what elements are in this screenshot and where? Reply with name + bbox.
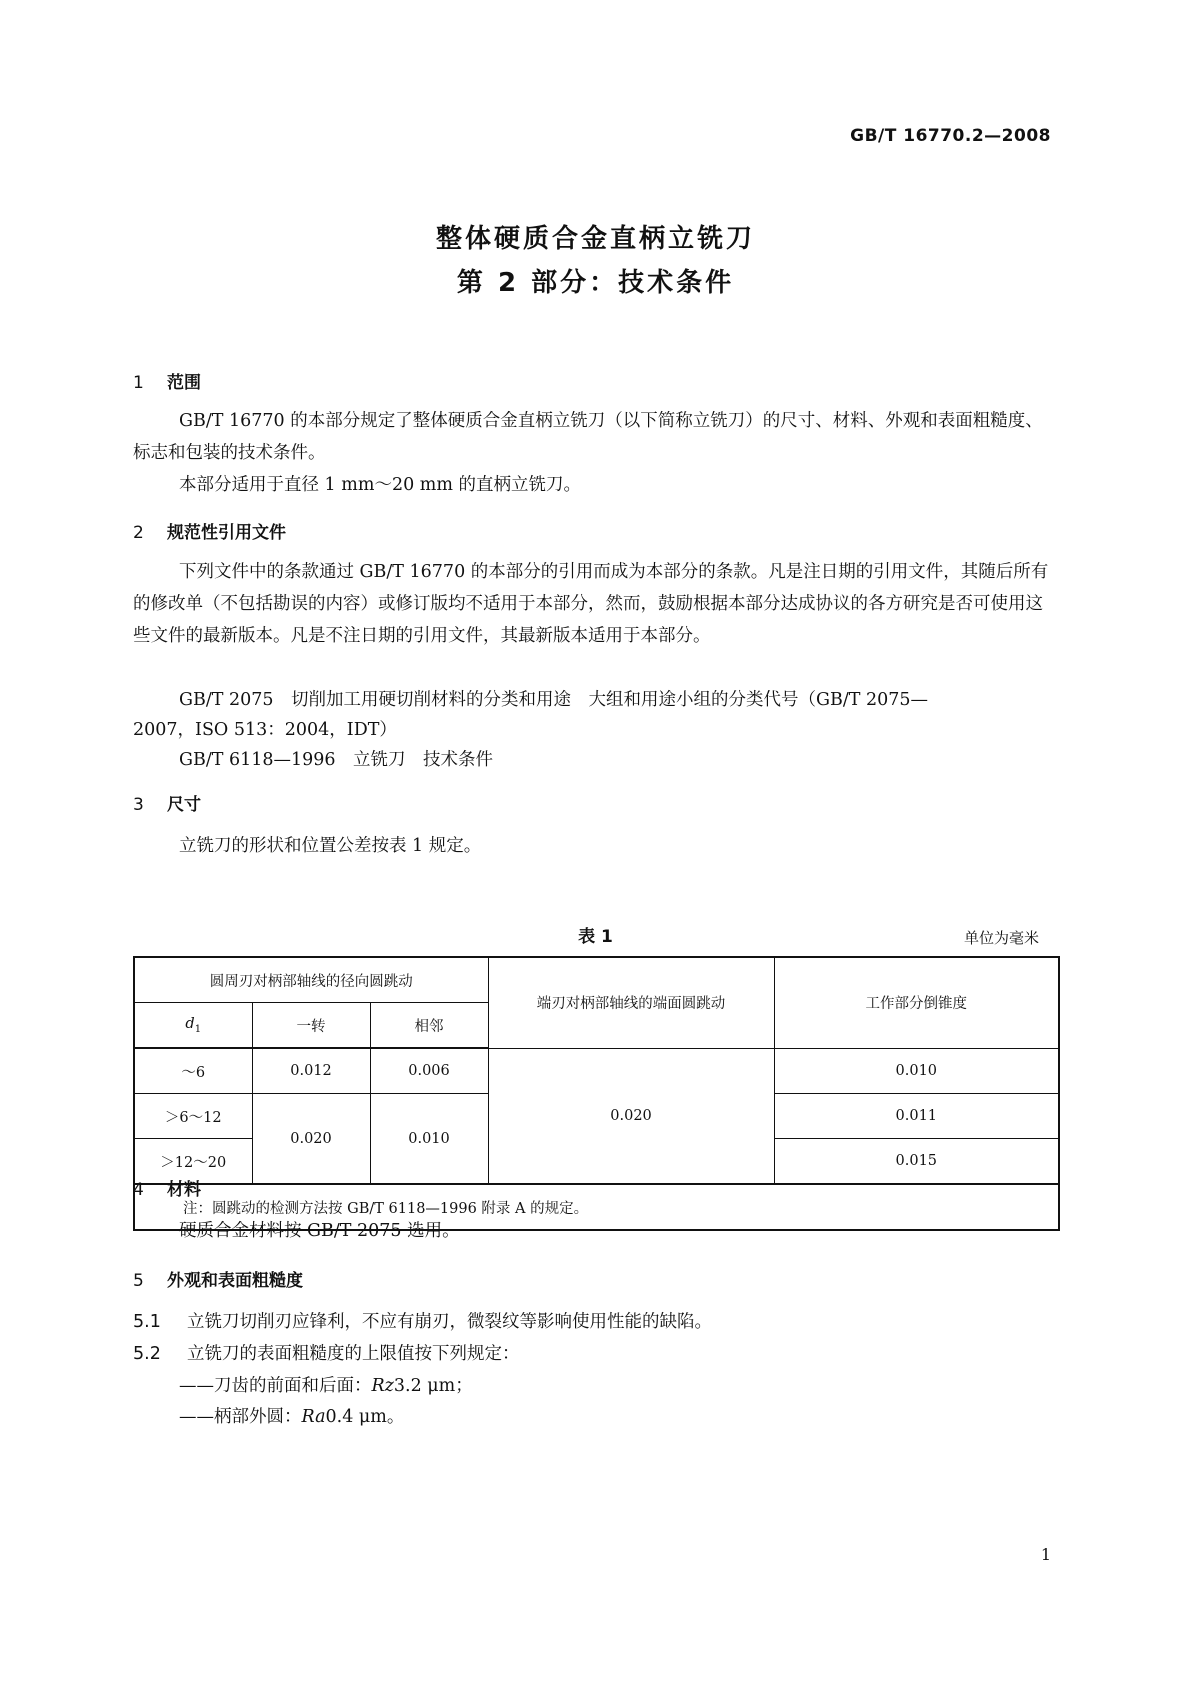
section-3-paragraph-1: 立铣刀的形状和位置公差按表 1 规定。 [179,836,482,856]
table-note: 注：圆跳动的检测方法按 GB/T 6118—1996 附录 A 的规定。 [134,1184,1059,1230]
cell-adjacent: 0.006 [370,1048,488,1094]
section-number: 2 [133,523,144,543]
header-end-runout: 端刃对柄部轴线的端面圆跳动 [488,957,774,1048]
cell-one-turn: 0.012 [252,1048,370,1094]
cell-taper: 0.011 [774,1094,1059,1139]
item-text: ——刀齿的前面和后面： [179,1376,372,1396]
document-subtitle: 第 2 部分：技术条件 [456,268,735,298]
header-back-taper: 工作部分倒锥度 [774,957,1059,1048]
roughness-item-tooth-faces [179,1372,473,1397]
cell-one-turn-merged: 0.020 [252,1094,370,1185]
roughness-value: 3.2 μm； [393,1376,473,1396]
paragraph-text: 下列文件中的条款通过 GB/T 16770 的本部分的引用而成为本部分的条款。凡是注日期的引用文件，其随后所有的修改单（不包括勘误的内容）或修订版均不适用于本部分，然而，鼓励根据本部分达成协议的各方研究是否可使用这些文件的最新版本。凡是不注日期的引用文件，其最新版本适用于本部分。 [133,562,1049,646]
section-number: 1 [133,373,144,393]
section-5-heading [133,1266,303,1291]
table-unit: 单位为毫米 [963,929,1039,947]
tolerance-table [133,956,1060,1231]
item-text: ——柄部外圆： [179,1407,302,1427]
header-d1 [134,1003,252,1049]
table-row [134,1048,1059,1094]
table-title: 表 1 [578,927,613,947]
clause-5-2 [133,1340,520,1365]
clause-text: 立铣刀的表面粗糙度的上限值按下列规定： [187,1344,520,1364]
section-number: 5 [133,1271,144,1291]
clause-5-1 [133,1308,712,1333]
standard-number: GB/T 16770.2—2008 [850,126,1051,146]
cell-end-runout: 0.020 [488,1048,774,1184]
cell-adjacent-merged: 0.010 [370,1094,488,1185]
document-title: 整体硬质合金直柄立铣刀 [435,224,755,254]
section-2-heading [133,518,286,543]
roughness-symbol: Rz [371,1376,394,1396]
page-number: 1 [1040,1545,1051,1564]
header-adjacent: 相邻 [370,1003,488,1049]
section-1-paragraph-1 [133,405,1058,469]
roughness-item-shank [179,1403,404,1428]
paragraph-text: GB/T 16770 的本部分规定了整体硬质合金直柄立铣刀（以下简称立铣刀）的尺寸、材料、外观和表面粗糙度、标志和包装的技术条件。 [133,411,1043,463]
section-title: 规范性引用文件 [167,523,286,543]
section-4-heading [133,1175,201,1200]
clause-text: 立铣刀切削刃应锋利，不应有崩刃，微裂纹等影响使用性能的缺陷。 [187,1312,712,1332]
section-1-paragraph-2 [133,469,1058,501]
section-title: 范围 [167,373,201,393]
header-one-turn: 一转 [252,1003,370,1049]
section-4-paragraph-1: 硬质合金材料按 GB/T 2075 选用。 [179,1221,460,1241]
roughness-value: 0.4 μm。 [325,1407,405,1427]
clause-number: 5.1 [133,1312,161,1332]
cell-d1: ＞12～20 [134,1139,252,1185]
section-title: 材料 [167,1180,201,1200]
d1-symbol: d [185,1015,195,1032]
section-1-heading [133,368,201,393]
section-number: 4 [133,1180,144,1200]
header-radial-runout: 圆周刃对柄部轴线的径向圆跳动 [134,957,488,1003]
cell-taper: 0.015 [774,1139,1059,1185]
reference-gbt2075-line2: 2007，ISO 513：2004，IDT） [133,720,397,740]
reference-gbt6118: GB/T 6118—1996 立铣刀 技术条件 [179,750,494,770]
cell-taper: 0.010 [774,1048,1059,1094]
cell-d1: ＞6～12 [134,1094,252,1139]
section-number: 3 [133,795,144,815]
d1-subscript: 1 [194,1023,202,1035]
section-title: 外观和表面粗糙度 [167,1271,303,1291]
paragraph-text: 本部分适用于直径 1 mm～20 mm 的直柄立铣刀。 [179,475,582,495]
roughness-symbol: Ra [301,1407,326,1427]
cell-d1: ～6 [134,1048,252,1094]
section-2-paragraph-1 [133,556,1058,652]
section-3-heading [133,790,201,815]
clause-number: 5.2 [133,1344,161,1364]
reference-gbt2075-line1: GB/T 2075 切削加工用硬切削材料的分类和用途 大组和用途小组的分类代号（GB/T 2075— [179,690,929,710]
section-title: 尺寸 [167,795,201,815]
